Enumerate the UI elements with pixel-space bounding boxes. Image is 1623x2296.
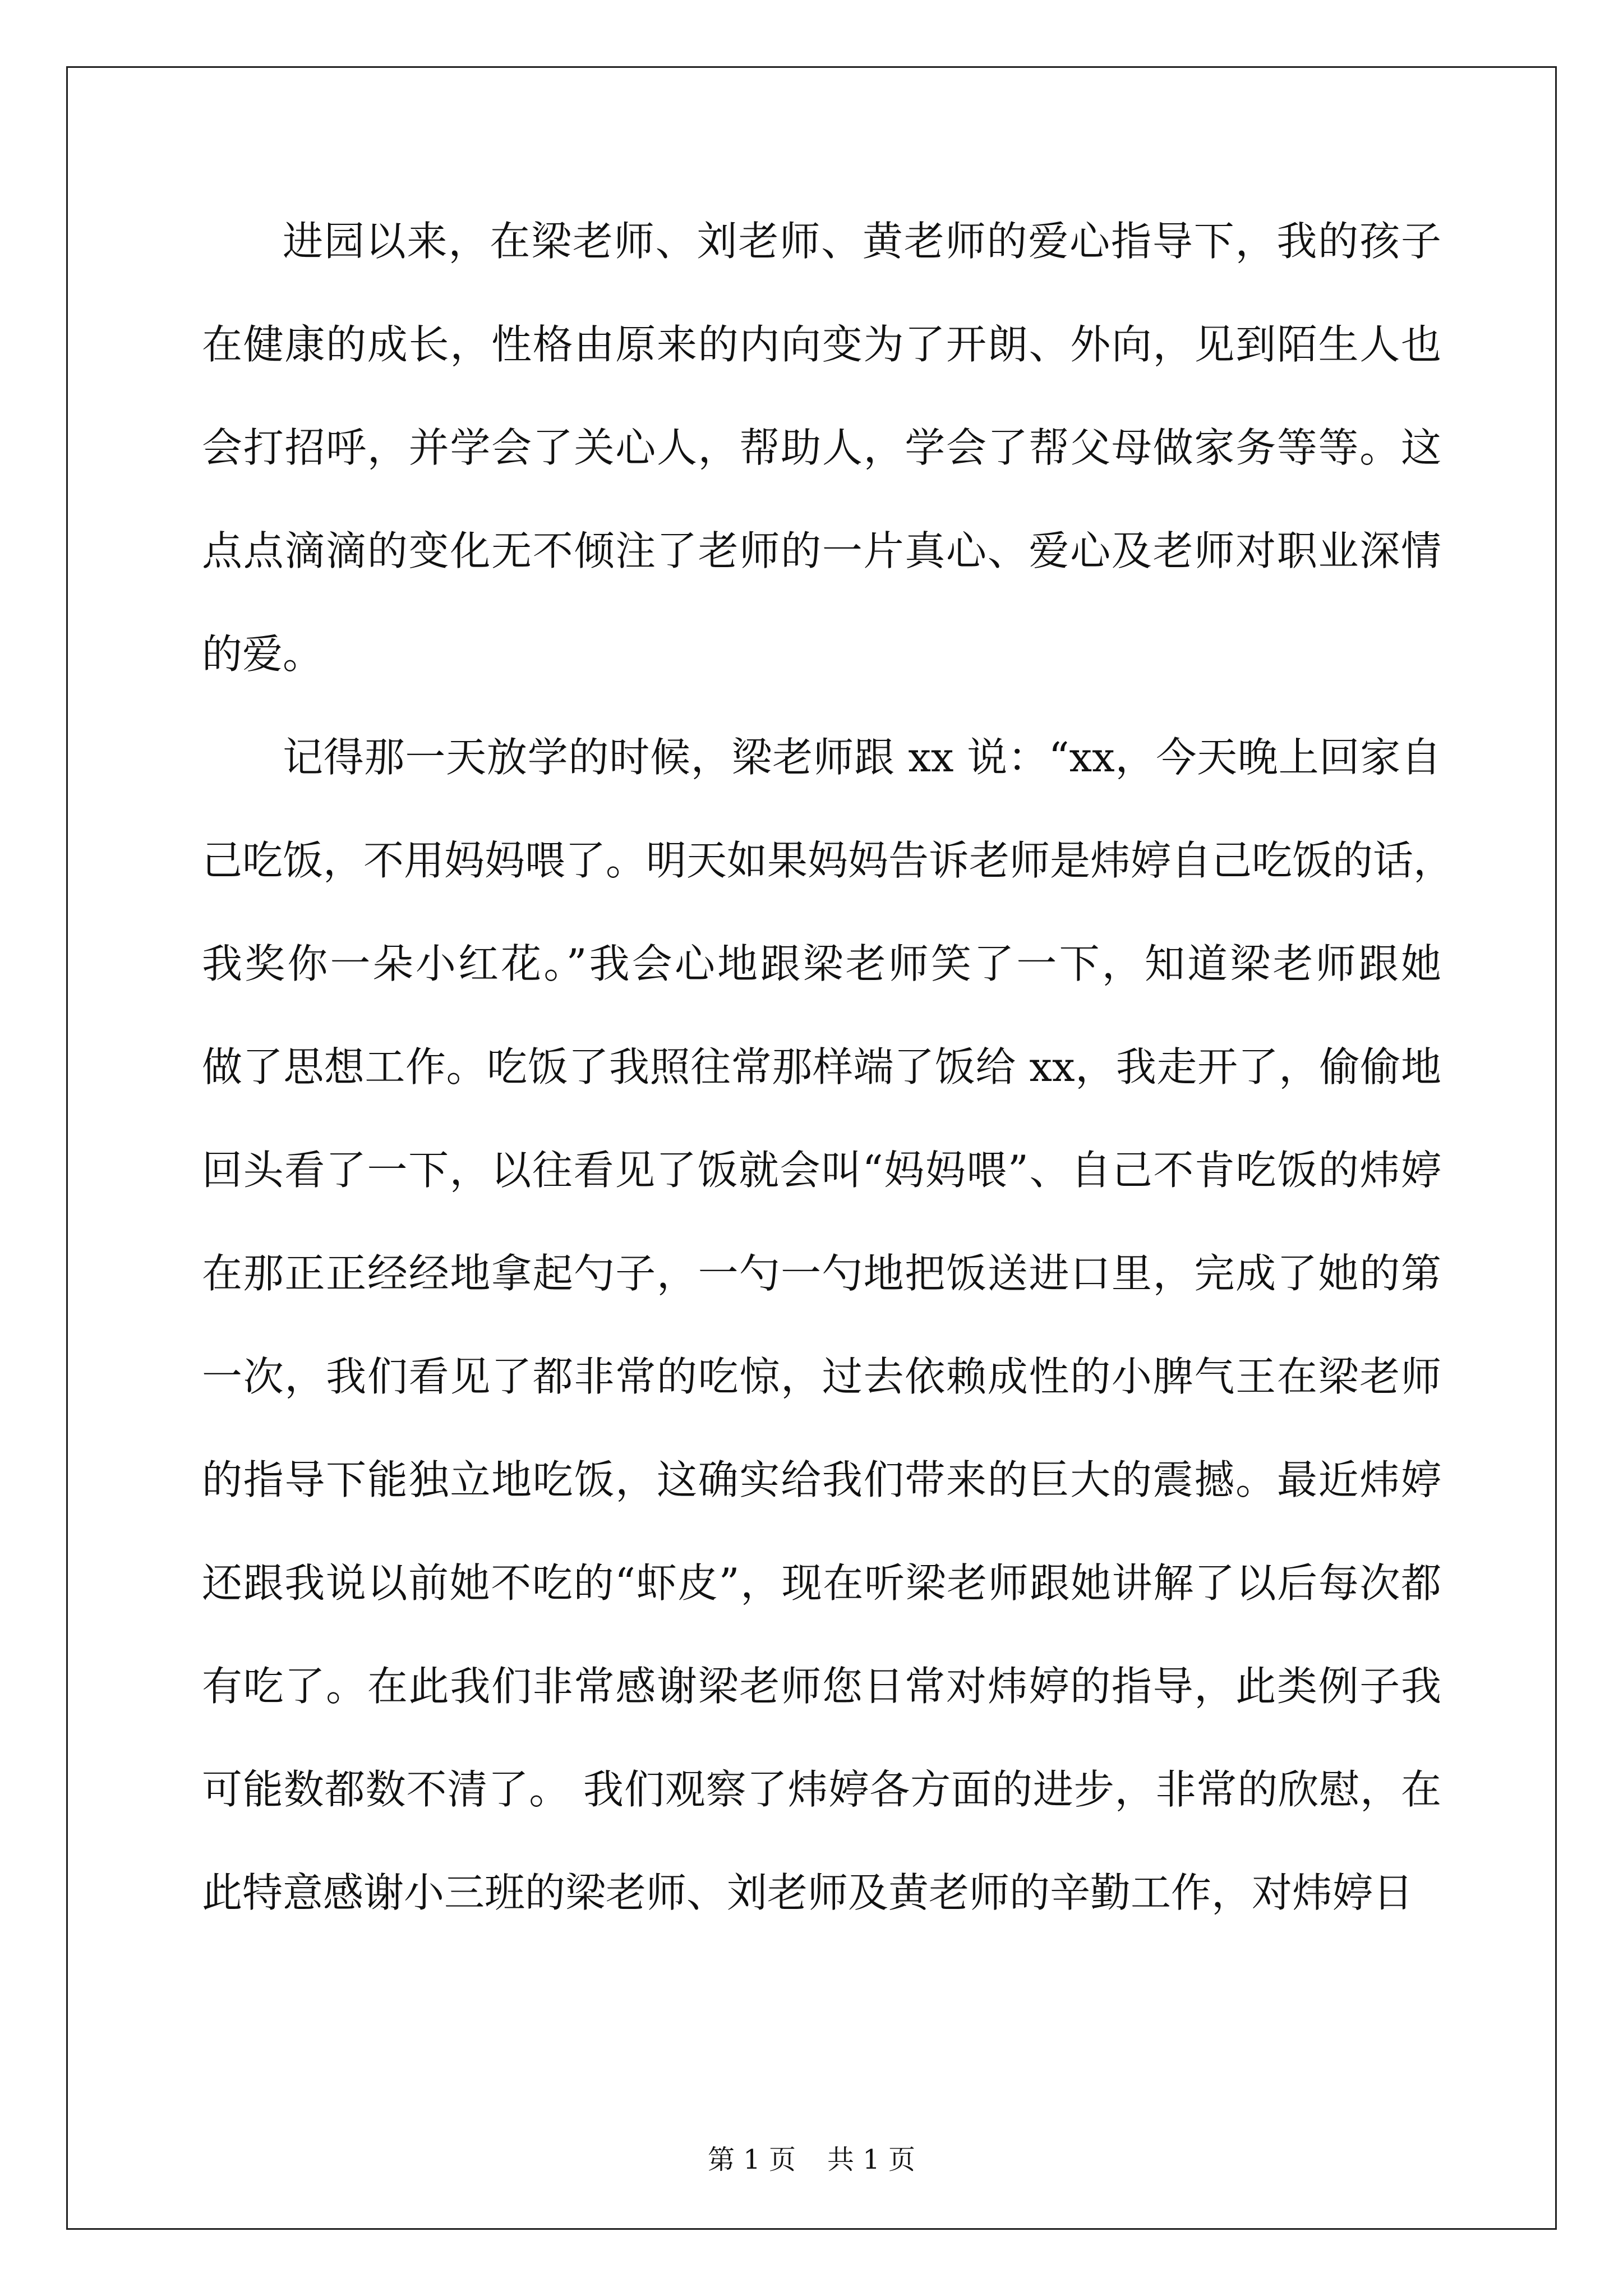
paragraph-line: 还跟我说以前她不吃的“虾皮”，现在听梁老师跟她讲解了以后每次都 [202, 1559, 1441, 1607]
paragraph-line: 己吃饭，不用妈妈喂了。明天如果妈妈告诉老师是炜婷自己吃饭的话， [202, 837, 1454, 884]
paragraph-line: 此特意感谢小三班的梁老师、刘老师及黄老师的辛勤工作，对炜婷日 [202, 1869, 1414, 1916]
paragraph-line: 一次，我们看见了都非常的吃惊，过去依赖成性的小脾气王在梁老师 [202, 1353, 1441, 1400]
page-footer [0, 2134, 1623, 2185]
paragraph-line: 会打招呼，并学会了关心人，帮助人，学会了帮父母做家务等等。这 [202, 424, 1441, 471]
page-total: 共 1 页 [827, 2144, 916, 2175]
paragraph-line: 的指导下能独立地吃饭，这确实给我们带来的巨大的震撼。最近炜婷 [202, 1456, 1441, 1503]
paragraph-line: 点点滴滴的变化无不倾注了老师的一片真心、爱心及老师对职业深情 [202, 527, 1441, 574]
paragraph-line: 可能数都数不清了。 我们观察了炜婷各方面的进步，非常的欣慰，在 [202, 1766, 1441, 1813]
paragraph-line: 有吃了。在此我们非常感谢梁老师您日常对炜婷的指导，此类例子我 [202, 1663, 1441, 1710]
paragraph-line: 在健康的成长，性格由原来的内向变为了开朗、外向，见到陌生人也 [202, 321, 1441, 368]
paragraph-line: 的爱。 [202, 631, 324, 678]
paragraph-line: 做了思想工作。吃饭了我照往常那样端了饭给 xx，我走开了，偷偷地 [202, 1043, 1441, 1091]
paragraph-line: 我奖你一朵小红花。”我会心地跟梁老师笑了一下，知道梁老师跟她 [202, 940, 1441, 987]
paragraph-line: 记得那一天放学的时候，梁老师跟 xx 说：“xx，今天晚上回家自 [283, 734, 1441, 781]
page-number: 第 1 页 [707, 2144, 796, 2175]
paragraph-line: 进园以来，在梁老师、刘老师、黄老师的爱心指导下，我的孩子 [283, 218, 1441, 265]
paragraph-line: 回头看了一下，以往看见了饭就会叫“妈妈喂”、自己不肯吃饭的炜婷 [202, 1147, 1441, 1194]
paragraph-line: 在那正正经经地拿起勺子，一勺一勺地把饭送进口里，完成了她的第 [202, 1250, 1441, 1297]
